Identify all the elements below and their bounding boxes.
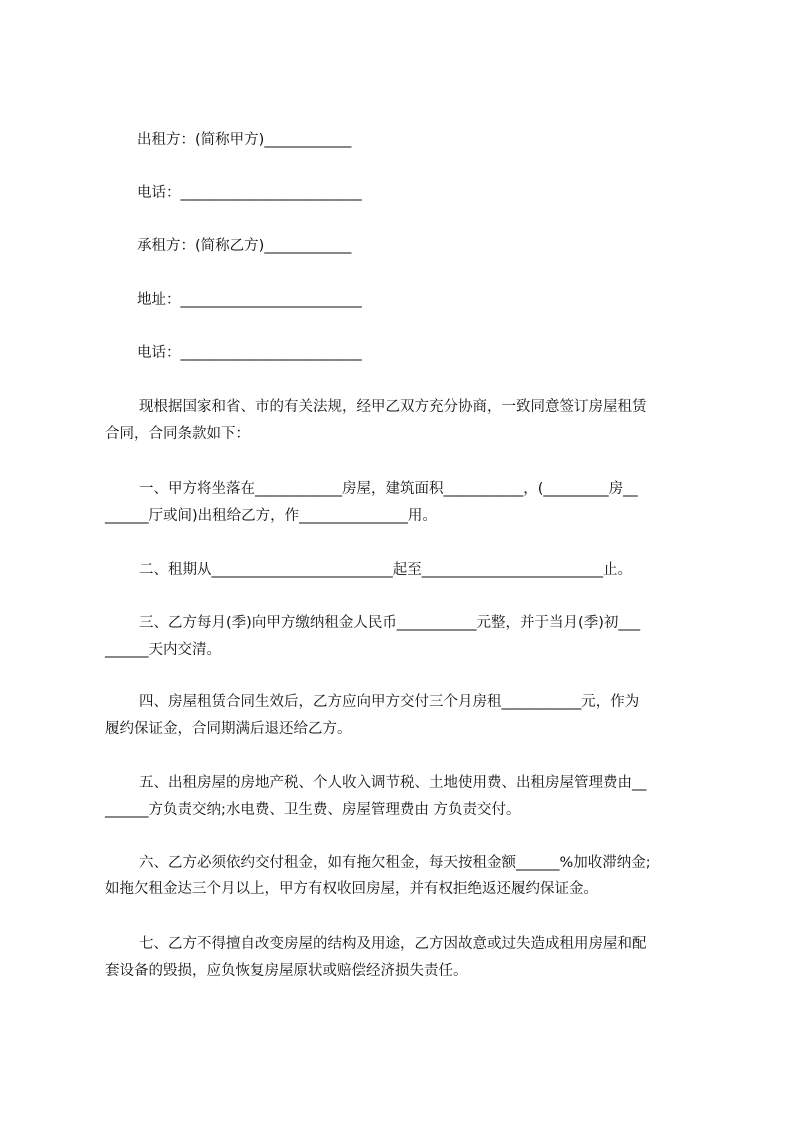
lessee-phone-field xyxy=(0,343,793,363)
lessor-phone-label: 电话： xyxy=(137,185,181,201)
lessee-label: 承租方：(简称乙方) xyxy=(137,238,265,254)
lessor-phone-blank: _________________________ xyxy=(180,185,362,201)
lessor-field xyxy=(0,130,793,150)
clause-3-line-2: ______天内交清。 xyxy=(105,642,221,658)
intro-line-2: 合同，合同条款如下： xyxy=(105,426,250,442)
clause-5-line-1: 五、出租房屋的房地产税、个人收入调节税、土地使用费、出租房屋管理费由__ xyxy=(139,775,647,791)
lessee-phone-blank: _________________________ xyxy=(180,345,362,361)
clause-3-line-1: 三、乙方每月(季)向甲方缴纳租金人民币___________元整，并于当月(季)初___ xyxy=(139,615,641,631)
clause-1-line-2: ______厅或间)出租给乙方，作_______________用。 xyxy=(105,508,437,524)
lessee-blank: ____________ xyxy=(264,238,352,254)
clause-4-line-2: 履约保证金，合同期满后退还给乙方。 xyxy=(105,721,352,737)
intro-line-1: 现根据国家和省、市的有关法规，经甲乙双方充分协商，一致同意签订房屋租赁 xyxy=(139,399,647,415)
lessor-label: 出租方：(简称甲方) xyxy=(137,132,265,148)
clause-6-line-1: 六、乙方必须依约交付租金，如有拖欠租金，每天按租金额______%加收滞纳金; xyxy=(139,855,651,871)
clause-4-line-1: 四、房屋租赁合同生效后，乙方应向甲方交付三个月房租___________元，作为 xyxy=(139,694,640,710)
clause-7-line-1: 七、乙方不得擅自改变房屋的结构及用途，乙方因故意或过失造成租用房屋和配 xyxy=(139,936,647,952)
address-label: 地址： xyxy=(137,292,181,308)
lessee-phone-label: 电话： xyxy=(137,345,181,361)
clause-5-line-2: ______方负责交纳;水电费、卫生费、房屋管理费由 方负责交付。 xyxy=(105,802,521,818)
clause-1-line-1: 一、甲方将坐落在____________房屋，建筑面积___________，(_________房__ xyxy=(139,481,638,497)
lessee-field xyxy=(0,236,793,256)
address-blank: _________________________ xyxy=(180,292,362,308)
address-field xyxy=(0,290,793,310)
lessor-blank: ____________ xyxy=(264,132,352,148)
clause-6-line-2: 如拖欠租金达三个月以上，甲方有权收回房屋，并有权拒绝返还履约保证金。 xyxy=(105,881,598,897)
clause-7-line-2: 套设备的毁损，应负恢复房屋原状或赔偿经济损失责任。 xyxy=(105,963,468,979)
lessor-phone-field xyxy=(0,183,793,203)
clause-2-line-1: 二、租期从_________________________起至_________________________止。 xyxy=(139,562,632,578)
